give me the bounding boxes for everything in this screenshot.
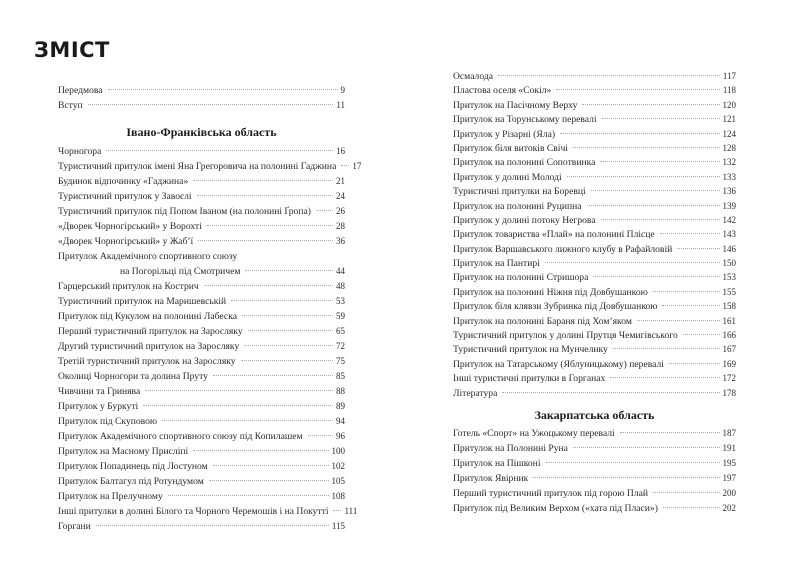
dot-leader xyxy=(677,248,719,249)
toc-entry[interactable] xyxy=(453,471,736,486)
page-title: ЗМІСТ xyxy=(34,38,110,62)
page-number: 124 xyxy=(722,128,736,139)
toc-entry[interactable] xyxy=(453,314,736,328)
entry-label: Чорногора xyxy=(58,146,102,157)
page-number: 75 xyxy=(336,356,345,366)
toc-entry[interactable] xyxy=(58,324,345,339)
toc-entry[interactable] xyxy=(58,489,345,504)
dot-leader xyxy=(613,348,720,349)
dot-leader xyxy=(610,377,719,378)
page-number: 187 xyxy=(722,427,736,438)
page-number: 11 xyxy=(336,100,345,110)
page-number: 132 xyxy=(722,157,736,168)
entry-label: Притулок у Різарні (Яла) xyxy=(453,128,556,140)
toc-entry[interactable] xyxy=(58,234,345,249)
dot-leader xyxy=(601,219,720,220)
entry-label: Притулок на Пішконі xyxy=(453,457,541,469)
entries-list xyxy=(453,69,736,400)
entry-label: Притулок на Татарському (Яблуницькому) перевалі xyxy=(453,358,664,370)
toc-entry[interactable] xyxy=(453,83,736,97)
dot-leader xyxy=(197,195,333,196)
section-heading: Івано-Франківська область xyxy=(126,125,277,139)
page-number: 197 xyxy=(722,472,736,483)
toc-entry[interactable] xyxy=(58,279,345,294)
toc-entry[interactable] xyxy=(453,141,736,155)
entry-label: Притулок на полонині Руципна xyxy=(453,200,582,212)
toc-entry[interactable] xyxy=(58,429,345,444)
intro-list xyxy=(58,83,345,113)
toc-entry[interactable] xyxy=(453,386,736,400)
toc-entry[interactable] xyxy=(58,369,345,384)
toc-entry[interactable] xyxy=(453,357,736,371)
dot-leader xyxy=(231,300,333,301)
dot-leader xyxy=(242,315,333,316)
page-number: 172 xyxy=(722,373,736,384)
toc-entry[interactable] xyxy=(58,204,345,219)
toc-entry[interactable] xyxy=(453,112,736,126)
toc-entry[interactable] xyxy=(453,98,736,112)
dot-leader xyxy=(308,435,333,436)
entry-label: Притулок на полонині Ніжня під Довбушанкою xyxy=(453,286,648,298)
dot-leader xyxy=(560,133,719,134)
page-number: 24 xyxy=(336,191,345,201)
toc-entry[interactable] xyxy=(58,414,345,429)
page-number: 102 xyxy=(331,461,345,471)
entry-label: Готель «Спорт» на Ужоцькому перевалі xyxy=(453,427,615,439)
dot-leader xyxy=(567,176,720,177)
entry-label-line2: на Погорільці під Смотричем xyxy=(120,266,241,277)
page-number: 88 xyxy=(336,386,345,396)
page-number: 150 xyxy=(722,258,736,269)
entry-label: Туристичний притулок у Завоєлі xyxy=(58,191,192,202)
page-number: 161 xyxy=(722,315,736,326)
entries-list xyxy=(58,144,362,249)
entry-label: Притулок на Торунському перевалі xyxy=(453,114,597,126)
dot-leader xyxy=(204,285,333,286)
page-number: 59 xyxy=(336,311,345,321)
dot-leader xyxy=(213,465,329,466)
dot-leader xyxy=(669,363,720,364)
page-number: 36 xyxy=(336,236,345,246)
toc-entry[interactable] xyxy=(58,294,345,309)
dot-leader xyxy=(207,225,333,226)
toc-entry[interactable] xyxy=(453,242,736,256)
entry-label: Околиці Чорногори та долина Пруту xyxy=(58,371,208,382)
toc-entry[interactable] xyxy=(453,426,736,441)
dot-leader xyxy=(341,165,349,166)
dot-leader xyxy=(143,405,333,406)
page-number: 96 xyxy=(336,431,345,441)
toc-entry[interactable] xyxy=(453,299,736,313)
page-number: 155 xyxy=(722,286,736,297)
entry-label: Будинок відпочинку «Гаджина» xyxy=(58,176,189,187)
entry-label: Притулок Варшавського лижного клубу в Рафайловій xyxy=(453,243,673,255)
toc-entry[interactable] xyxy=(453,501,736,516)
dot-leader xyxy=(241,360,333,361)
page-number: 28 xyxy=(336,221,345,231)
toc-entry[interactable] xyxy=(58,519,345,534)
entry-label: Притулок на полонині Сопотвинка xyxy=(453,157,596,169)
toc-entry[interactable] xyxy=(58,354,345,369)
toc-entry[interactable] xyxy=(58,83,345,98)
dot-leader xyxy=(245,270,333,271)
dot-leader xyxy=(546,462,720,463)
dot-leader xyxy=(162,420,333,421)
page-number: 111 xyxy=(344,506,358,516)
page-number: 133 xyxy=(722,171,736,182)
entry-label: Другий туристичний притулок на Заросляку xyxy=(58,341,240,352)
dot-leader xyxy=(502,392,719,393)
toc-entry[interactable] xyxy=(58,399,345,414)
toc-entry[interactable] xyxy=(453,184,736,198)
entry-label: Інші туристичні притулки в Горганах xyxy=(453,373,606,385)
toc-entry[interactable] xyxy=(58,98,345,113)
toc-entry[interactable] xyxy=(58,504,358,519)
dot-leader xyxy=(653,492,719,493)
page-number: 143 xyxy=(722,229,736,240)
dot-leader xyxy=(244,345,333,346)
entry-label: Передмова xyxy=(58,85,103,96)
entry-label: «Дворек Чорногірський» у Ворохті xyxy=(58,221,202,232)
entry-label: Перший туристичний притулок під горою Плай xyxy=(453,487,649,499)
toc-entry[interactable] xyxy=(58,159,362,174)
entry-label: Пластова оселя «Сокіл» xyxy=(453,85,552,97)
entry-label: «Дворек Чорногірський» у Жабʼї xyxy=(58,236,194,247)
page-number: 153 xyxy=(722,272,736,283)
dot-leader xyxy=(96,525,329,526)
toc-entry[interactable] xyxy=(453,69,736,83)
toc-entry[interactable] xyxy=(58,144,345,159)
entry-label: Притулок на Пасічному Верху xyxy=(453,99,578,111)
dot-leader xyxy=(145,390,333,391)
page-number: 146 xyxy=(722,243,736,254)
entry-label: Туристичний притулок у долині Прутця Чемигівського xyxy=(453,330,678,342)
toc-entry[interactable] xyxy=(453,328,736,342)
toc-entry[interactable] xyxy=(58,384,345,399)
dot-leader xyxy=(587,205,720,206)
dot-leader xyxy=(620,432,720,433)
page-number: 115 xyxy=(331,521,345,531)
entry-label: Притулок на Масному Присліпі xyxy=(58,446,189,457)
toc-entry[interactable] xyxy=(453,441,736,456)
page-number: 136 xyxy=(722,186,736,197)
entry-label: Інші притулки в долині Білого та Чорного Черемошів і на Покутті xyxy=(58,506,329,517)
page-number: 85 xyxy=(336,371,345,381)
page-number: 202 xyxy=(722,502,736,513)
toc-entry[interactable] xyxy=(453,227,736,241)
entry-label: Вступ xyxy=(58,100,83,111)
dot-leader xyxy=(209,480,329,481)
entry-label: Притулок під Великим Верхом («хата під Пласи») xyxy=(453,502,658,514)
toc-entry[interactable] xyxy=(453,256,736,270)
dot-leader xyxy=(593,276,719,277)
entry-label: Притулок під Скуповою xyxy=(58,416,158,427)
page-number: 158 xyxy=(722,301,736,312)
toc-entry[interactable] xyxy=(58,189,345,204)
entry-label: Притулок Академічного спортивного союзу під Копилашем xyxy=(58,431,303,442)
toc-entry[interactable] xyxy=(58,309,345,324)
entry-label: Притулок на Прелучному xyxy=(58,491,163,502)
entry-label: Притулок на полонині Бараня під Хомʼяком xyxy=(453,315,632,327)
page-number: 48 xyxy=(336,281,345,291)
entry-label: Притулок біля витоків Свічі xyxy=(453,142,568,154)
toc-entry[interactable] xyxy=(453,371,736,385)
dot-leader xyxy=(582,104,719,105)
dot-leader xyxy=(316,210,333,211)
dot-leader xyxy=(545,262,720,263)
dot-leader xyxy=(533,477,719,478)
dot-leader xyxy=(248,330,333,331)
dot-leader xyxy=(663,507,720,508)
dot-leader xyxy=(193,180,333,181)
entry-label: Туристичний притулок на Мунчелику xyxy=(453,344,608,356)
entry-label: Притулок під Кукулом на полонині Лабеска xyxy=(58,311,237,322)
page-number: 121 xyxy=(722,114,736,125)
dot-leader xyxy=(573,447,720,448)
toc-entry[interactable] xyxy=(58,474,345,489)
dot-leader xyxy=(662,305,719,306)
entry-label: Притулок на полонині Стришора xyxy=(453,272,589,284)
entry-label: Притулок Явірник xyxy=(453,472,529,484)
entry-label: Туристичний притулок під Попом Іваном (на полонині Ґропа) xyxy=(58,206,311,217)
dot-leader xyxy=(573,147,720,148)
dot-leader xyxy=(88,104,334,105)
dot-leader xyxy=(108,89,338,90)
entry-label: Туристичний притулок імені Яна Грегоровича на полонині Гаджина xyxy=(58,161,337,172)
page-number: 166 xyxy=(722,330,736,341)
entry-label: Горгани xyxy=(58,521,91,532)
entry-label: Притулок у Буркуті xyxy=(58,401,139,412)
page-number: 94 xyxy=(336,416,345,426)
page-number: 21 xyxy=(336,176,345,186)
page-number: 9 xyxy=(340,85,345,95)
dot-leader xyxy=(106,150,333,151)
entry-label: Третій туристичний притулок на Заросляку xyxy=(58,356,236,367)
dot-leader xyxy=(600,161,719,162)
toc-entry[interactable] xyxy=(58,174,345,189)
toc-entry[interactable] xyxy=(58,459,345,474)
entries-list xyxy=(453,426,736,516)
toc-entry[interactable] xyxy=(453,213,736,227)
entry-label: Притулок біля клявзи Зубринка під Довбушанкою xyxy=(453,301,658,313)
page-number: 128 xyxy=(722,142,736,153)
entry-label: Перший туристичний притулок на Заросляку xyxy=(58,326,243,337)
page-number: 118 xyxy=(722,85,736,96)
entry-label: Туристичний притулок на Маришевській xyxy=(58,296,227,307)
page-number: 16 xyxy=(336,146,345,156)
page-number: 191 xyxy=(722,442,736,453)
toc-entry[interactable] xyxy=(453,456,736,471)
entry-label: Притулок у долині потоку Негрова xyxy=(453,214,596,226)
dot-leader xyxy=(591,190,720,191)
page-number: 167 xyxy=(722,344,736,355)
page-number: 72 xyxy=(336,341,345,351)
dot-leader xyxy=(168,495,329,496)
dot-leader xyxy=(660,233,720,234)
toc-entry[interactable] xyxy=(58,444,345,459)
page-number: 100 xyxy=(331,446,345,456)
dot-leader xyxy=(333,510,341,511)
entry-label: Притулок на Пантирі xyxy=(453,258,540,270)
entry-label-line1: Притулок Академічного спортивного союзу xyxy=(58,251,238,262)
entry-label: Притулок Попадинець під Лостуном xyxy=(58,461,208,472)
dot-leader xyxy=(637,320,720,321)
section-heading: Закарпатська область xyxy=(534,407,655,422)
page-number: 200 xyxy=(722,487,736,498)
page-number: 17 xyxy=(352,161,362,171)
toc-entry[interactable] xyxy=(453,486,736,501)
page-number: 44 xyxy=(336,266,345,276)
dot-leader xyxy=(193,450,328,451)
toc-entry[interactable] xyxy=(453,127,736,141)
entry-label: Чивчини та Гринява xyxy=(58,386,141,397)
page-number: 53 xyxy=(336,296,345,306)
page-number: 108 xyxy=(331,491,345,501)
dot-leader xyxy=(683,334,720,335)
dot-leader xyxy=(602,118,720,119)
page-number: 26 xyxy=(336,206,345,216)
entry-label: Притулок товариства «Плай» на полонині Плісце xyxy=(453,229,655,241)
page-number: 139 xyxy=(722,200,736,211)
toc-entry[interactable] xyxy=(58,339,345,354)
toc-entry[interactable] xyxy=(453,155,736,169)
toc-entry[interactable] xyxy=(453,199,736,213)
page-number: 89 xyxy=(336,401,345,411)
page-number: 105 xyxy=(331,476,345,486)
toc-entry[interactable] xyxy=(58,219,345,234)
toc-left-column xyxy=(58,83,362,534)
page-number: 178 xyxy=(722,387,736,398)
entry-label: Притулок у долині Молоді xyxy=(453,171,562,183)
dot-leader xyxy=(498,75,720,76)
entry-label: Притулок на Полонині Руна xyxy=(453,442,568,454)
toc-entry[interactable] xyxy=(453,270,736,284)
toc-entry[interactable] xyxy=(453,342,736,356)
toc-entry-wrapped[interactable] xyxy=(58,249,345,279)
page-number: 169 xyxy=(722,358,736,369)
dot-leader xyxy=(556,89,720,90)
page-number: 65 xyxy=(336,326,345,336)
page-number: 120 xyxy=(722,99,736,110)
dot-leader xyxy=(198,240,333,241)
page-number: 117 xyxy=(722,71,736,81)
entry-label: Література xyxy=(453,387,498,399)
entry-label: Туристичні притулки на Боревці xyxy=(453,186,586,198)
entry-label: Гарцерський притулок на Кострич xyxy=(58,281,199,292)
entry-label: Осмалода xyxy=(453,71,493,82)
entry-label: Притулок Балтагул під Ротундумом xyxy=(58,476,204,487)
page-number: 195 xyxy=(722,457,736,468)
entries-list xyxy=(58,279,358,534)
toc-right-column xyxy=(453,69,736,516)
dot-leader xyxy=(653,291,720,292)
dot-leader xyxy=(213,375,333,376)
page-number: 142 xyxy=(722,214,736,225)
toc-entry[interactable] xyxy=(453,285,736,299)
toc-entry[interactable] xyxy=(453,170,736,184)
